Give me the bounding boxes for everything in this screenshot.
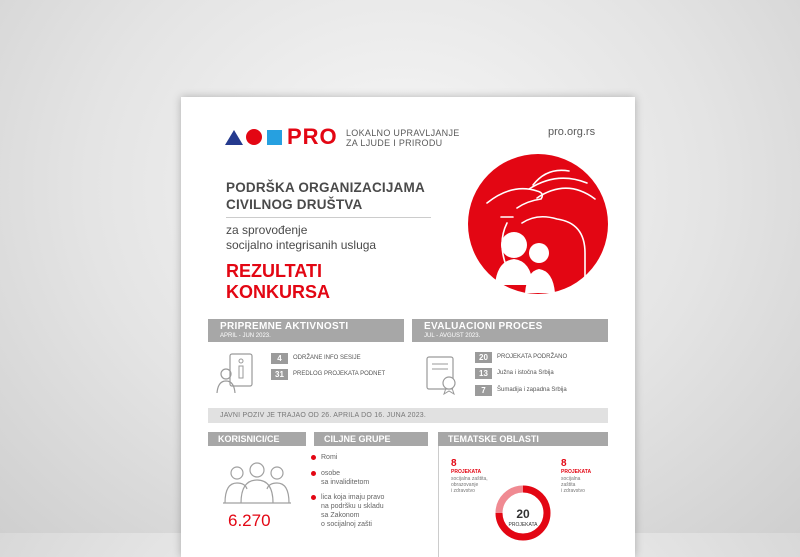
theme-description: socijalna zaštita, obrazovanje i zdravstvo xyxy=(451,476,488,494)
call-duration-banner: JAVNI POZIV JE TRAJAO OD 26. APRILA DO 16. JUNA 2023. xyxy=(208,408,608,423)
certificate-icon xyxy=(421,353,461,395)
stat-number: 31 xyxy=(271,369,288,380)
stat-label: ODRŽANE INFO SESIJE xyxy=(293,355,361,361)
theme-description: socijalna zaštita i zdravstvo xyxy=(561,476,585,494)
users-count: 6.270 xyxy=(228,511,271,530)
website-link[interactable]: pro.org.rs xyxy=(548,126,596,138)
target-groups-header: CILJNE GRUPE xyxy=(314,432,428,446)
stat-number: 4 xyxy=(271,353,288,364)
title-divider xyxy=(226,217,431,218)
evaluation-process-header: EVALUACIONI PROCES JUL - AVGUST 2023. xyxy=(412,319,608,342)
bullet-dot xyxy=(311,495,316,500)
info-person-icon xyxy=(216,352,256,394)
theme-count: 8 xyxy=(561,458,567,469)
subtitle: za sprovođenje socijalno integrisanih usluga xyxy=(226,223,377,252)
theme-unit: PROJEKATA xyxy=(561,469,592,475)
stat-label: Šumadija i zapadna Srbija xyxy=(497,387,567,393)
logo-circle-icon xyxy=(246,129,262,145)
stat-label: PREDLOG PROJEKATA PODNET xyxy=(293,371,386,377)
stat-label: Južna i istočna Srbija xyxy=(497,370,554,376)
stat-number: 20 xyxy=(475,352,492,363)
target-group-item: Romi xyxy=(321,454,338,461)
report-page xyxy=(181,97,635,557)
target-group-item: osobe sa invaliditetom xyxy=(321,470,370,486)
users-header: KORISNICI/CE xyxy=(208,432,306,446)
logo-triangle-icon xyxy=(225,130,243,145)
main-title: PODRŠKA ORGANIZACIJAMA CIVILNOG DRUŠTVA xyxy=(226,180,425,212)
logo-square-icon xyxy=(267,130,282,145)
bullet-dot xyxy=(311,455,316,460)
theme-count: 8 xyxy=(451,458,457,469)
results-heading: REZULTATI KONKURSA xyxy=(226,261,331,302)
logo-tagline: LOKALNO UPRAVLJANJE ZA LJUDE I PRIRODU xyxy=(346,128,460,148)
donut-total: 20 xyxy=(516,507,530,521)
people-group-icon xyxy=(221,459,293,505)
stat-number: 7 xyxy=(475,385,492,396)
donut-unit: PROJEKATA xyxy=(508,522,538,528)
hands-family-illustration xyxy=(467,153,609,295)
stat-number: 13 xyxy=(475,368,492,379)
thematic-areas-header: TEMATSKE OBLASTI xyxy=(438,432,608,446)
stat-label: PROJEKATA PODRŽANO xyxy=(497,354,568,360)
column-divider xyxy=(438,446,439,557)
bullet-dot xyxy=(311,471,316,476)
logo-text: PRO xyxy=(287,124,338,149)
prep-activities-header: PRIPREMNE AKTIVNOSTI APRIL - JUN 2023. xyxy=(208,319,404,342)
theme-unit: PROJEKATA xyxy=(451,469,482,475)
target-group-item: lica koja imaju pravo na podršku u skladu sa Zakonom o socijalnoj zašti xyxy=(321,494,385,528)
